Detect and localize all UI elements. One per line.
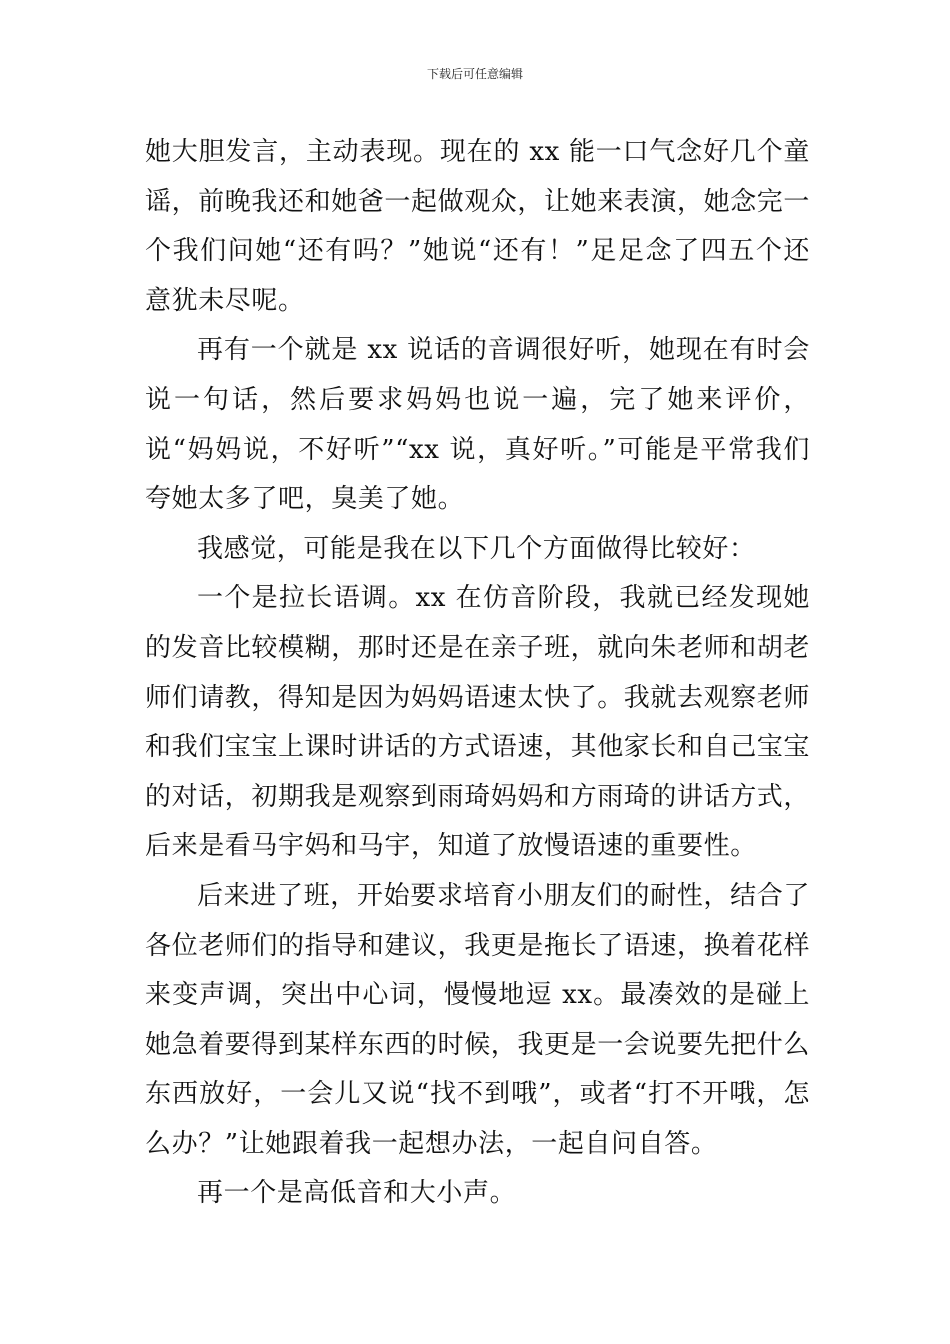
document-body bbox=[145, 128, 810, 1219]
paragraph-5: 后来进了班，开始要求培育小朋友们的耐性，结合了各位老师们的指导和建议，我更是拖长了语速，换着花样来变声调，突出中心词，慢慢地逗 xx。最凑效的是碰上她急着要得到某样东西的时候，我更是一会说要先把什么东西放好，一会儿又说“找不到哦”，或者“打不开哦，怎么办？”让她跟着我一起想办法，一起自问自答。 bbox=[145, 880, 811, 1159]
paragraph-6: 再一个是高低音和大小声。 bbox=[197, 1178, 517, 1209]
paragraph-2: 再有一个就是 xx 说话的音调很好听，她现在有时会说一句话，然后要求妈妈也说一遍，完了她来评价，说“妈妈说，不好听”“xx 说，真好听。”可能是平常我们夸她太多了吧，臭美了她。 bbox=[145, 335, 810, 515]
paragraph-4: 一个是拉长语调。xx 在仿音阶段，我就已经发现她的发音比较模糊，那时还是在亲子班，就向朱老师和胡老师们请教，得知是因为妈妈语速太快了。我就去观察老师和我们宝宝上课时讲话的方式语速，其他家长和自己宝宝的对话，初期我是观察到雨琦妈妈和方雨琦的讲话方式，后来是看马宇妈和马宇，知道了放慢语速的重要性。 bbox=[145, 583, 811, 862]
paragraph-1: 她大胆发言，主动表现。现在的 xx 能一口气念好几个童谣，前晚我还和她爸一起做观众，让她来表演，她念完一个我们问她“还有吗？”她说“还有！”足足念了四五个还意犹未尽呢。 bbox=[145, 137, 811, 316]
page-header: 下载后可任意编辑 bbox=[426, 67, 523, 81]
paragraph-3: 我感觉，可能是我在以下几个方面做得比较好： bbox=[197, 533, 756, 564]
